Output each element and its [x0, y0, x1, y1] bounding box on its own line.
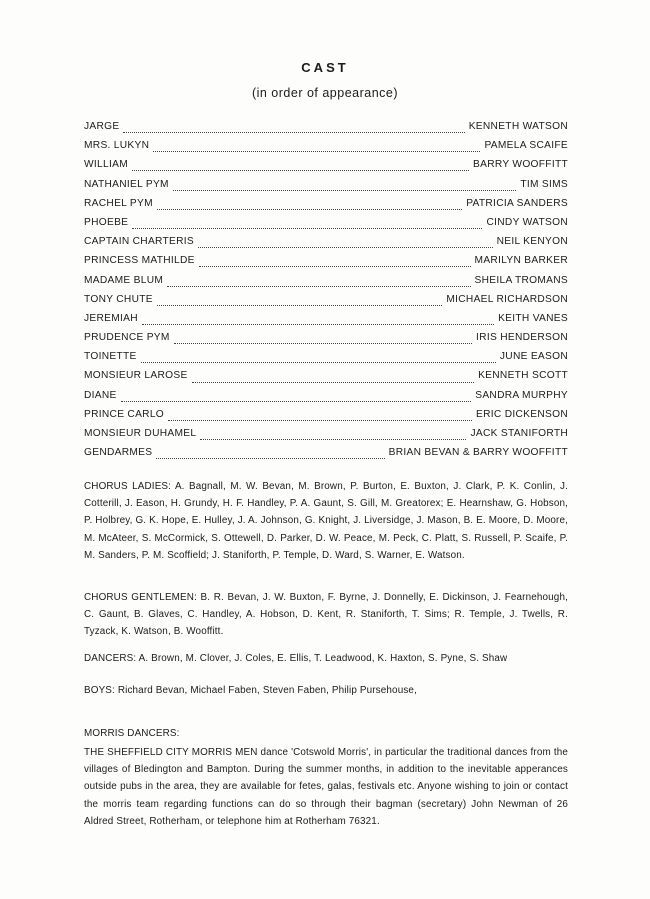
dot-leader	[132, 160, 469, 171]
cast-role: MADAME BLUM	[84, 274, 164, 286]
dot-leader	[153, 141, 480, 152]
dot-leader	[141, 352, 496, 363]
cast-actor: MARILYN BARKER	[474, 255, 568, 267]
cast-row	[84, 443, 568, 462]
cast-role: MRS. LUKYN	[84, 140, 150, 152]
cast-row	[84, 271, 568, 290]
cast-row	[84, 251, 568, 270]
cast-role: MONSIEUR LAROSE	[84, 370, 188, 382]
dot-leader	[200, 429, 466, 440]
morris-dancers-heading: MORRIS DANCERS:	[84, 728, 180, 739]
cast-actor: KENNETH SCOTT	[478, 370, 568, 382]
cast-row	[84, 424, 568, 443]
cast-role: PHOEBE	[84, 216, 129, 228]
cast-actor: KEITH VANES	[498, 312, 568, 324]
cast-actor: BARRY WOOFFITT	[473, 159, 568, 171]
cast-actor: PAMELA SCAIFE	[484, 140, 568, 152]
page-subtitle: (in order of appearance)	[251, 86, 399, 100]
dot-leader	[174, 333, 472, 344]
cast-row	[84, 309, 568, 328]
cast-row	[84, 175, 568, 194]
chorus-ladies-paragraph: CHORUS LADIES: A. Bagnall, M. W. Bevan, M. Brown, P. Burton, E. Buxton, J. Clark, P. K. Conlin, J. Cotterill, J. Eason, H. Grundy, H. F. Handley, P. A. Gaunt, S. Gill, M. Greatorex; E. Hearnshaw, G. Hobson, P. Holbrey, G. K. Hope, E. Hulley, J. A. Johnson, G. Knight, J. Liversidge, J. Mason, B. E. Moore, D. Moore, M. McAteer, S. McCormick, S. Ottewell, D. Parker, D. W. Peace, M. Peck, C. Platt, S. Russell, P. Scaife, P. M. Sanders, P. M. Scoffield; J. Staniforth, P. Temple, D. Ward, S. Warner, E. Watson.	[84, 481, 568, 561]
cast-row	[84, 405, 568, 424]
cast-actor: TIM SIMS	[520, 178, 568, 190]
cast-role: RACHEL PYM	[84, 197, 153, 209]
page-title: CAST	[301, 60, 349, 75]
cast-actor: SANDRA MURPHY	[475, 389, 568, 401]
cast-actor: KENNETH WATSON	[468, 121, 568, 132]
cast-actor: ERIC DICKENSON	[476, 408, 568, 420]
cast-row	[84, 155, 568, 174]
cast-row	[84, 347, 568, 366]
dot-leader	[132, 218, 482, 229]
cast-row	[84, 136, 568, 155]
cast-actor: BRIAN BEVAN & BARRY WOOFFITT	[388, 447, 568, 459]
cast-role: MONSIEUR DUHAMEL	[84, 428, 197, 439]
cast-actor: JUNE EASON	[499, 351, 568, 363]
cast-actor: PATRICIA SANDERS	[466, 197, 568, 209]
dancers-paragraph: DANCERS: A. Brown, M. Clover, J. Coles, E. Ellis, T. Leadwood, K. Haxton, S. Pyne, S. Shaw	[84, 653, 508, 664]
cast-actor: MICHAEL RICHARDSON	[446, 293, 568, 305]
dot-leader	[157, 199, 462, 210]
cast-role: PRUDENCE PYM	[84, 332, 170, 344]
cast-row	[84, 386, 568, 405]
cast-role: JARGE	[84, 121, 120, 132]
cast-role: DIANE	[84, 389, 117, 401]
dot-leader	[142, 314, 494, 325]
cast-actor: SHEILA TROMANS	[474, 274, 568, 286]
dot-leader	[173, 180, 516, 191]
dot-leader	[199, 256, 471, 267]
cast-list	[84, 117, 568, 462]
cast-row	[84, 290, 568, 309]
dot-leader	[121, 391, 472, 402]
chorus-gentlemen-paragraph: CHORUS GENTLEMEN: B. R. Bevan, J. W. Buxton, F. Byrne, J. Donnelly, E. Dickinson, J. Fearnehough, C. Gaunt, B. Glaves, C. Handley, A. Hobson, D. Kent, R. Staniforth, T. Sims; R. Temple, J. Twells, R. Tyzack, K. Watson, B. Wooffitt.	[84, 592, 568, 638]
cast-actor: NEIL KENYON	[496, 236, 568, 248]
cast-row	[84, 366, 568, 385]
cast-role: WILLIAM	[84, 159, 128, 171]
cast-actor: CINDY WATSON	[486, 216, 568, 228]
cast-row	[84, 213, 568, 232]
cast-role: TOINETTE	[84, 351, 137, 363]
cast-role: TONY CHUTE	[84, 293, 153, 305]
cast-role: JEREMIAH	[84, 312, 138, 324]
dot-leader	[192, 372, 474, 383]
cast-row	[84, 194, 568, 213]
dot-leader	[156, 448, 384, 459]
cast-row	[84, 328, 568, 347]
cast-actor: IRIS HENDERSON	[476, 332, 568, 344]
cast-role: CAPTAIN CHARTERIS	[84, 236, 195, 248]
dot-leader	[157, 295, 443, 306]
cast-role: NATHANIEL PYM	[84, 178, 169, 190]
cast-row	[84, 117, 568, 136]
cast-row	[84, 232, 568, 251]
cast-role: PRINCE CARLO	[84, 408, 165, 420]
morris-dancers-paragraph: THE SHEFFIELD CITY MORRIS MEN dance 'Cotswold Morris', in particular the traditional dances from the villages of Bledington and Bampton. During the summer months, in addition to the inevitable apperances outside pubs in the area, they are available for fetes, galas, festivals etc. Anyone wishing to join or contact the morris team regarding functions can do so through their bagman (secretary) John Newman of 26 Aldred Street, Rotherham, or telephone him at Rotherham 76321.	[84, 747, 568, 827]
cast-role: PRINCESS MATHILDE	[84, 255, 195, 267]
dot-leader	[168, 410, 472, 421]
dot-leader	[198, 237, 493, 248]
cast-role: GENDARMES	[84, 447, 153, 459]
boys-paragraph: BOYS: Richard Bevan, Michael Faben, Steven Faben, Philip Pursehouse,	[84, 685, 417, 696]
dot-leader	[123, 122, 464, 133]
dot-leader	[167, 276, 470, 287]
cast-actor: JACK STANIFORTH	[470, 428, 568, 439]
